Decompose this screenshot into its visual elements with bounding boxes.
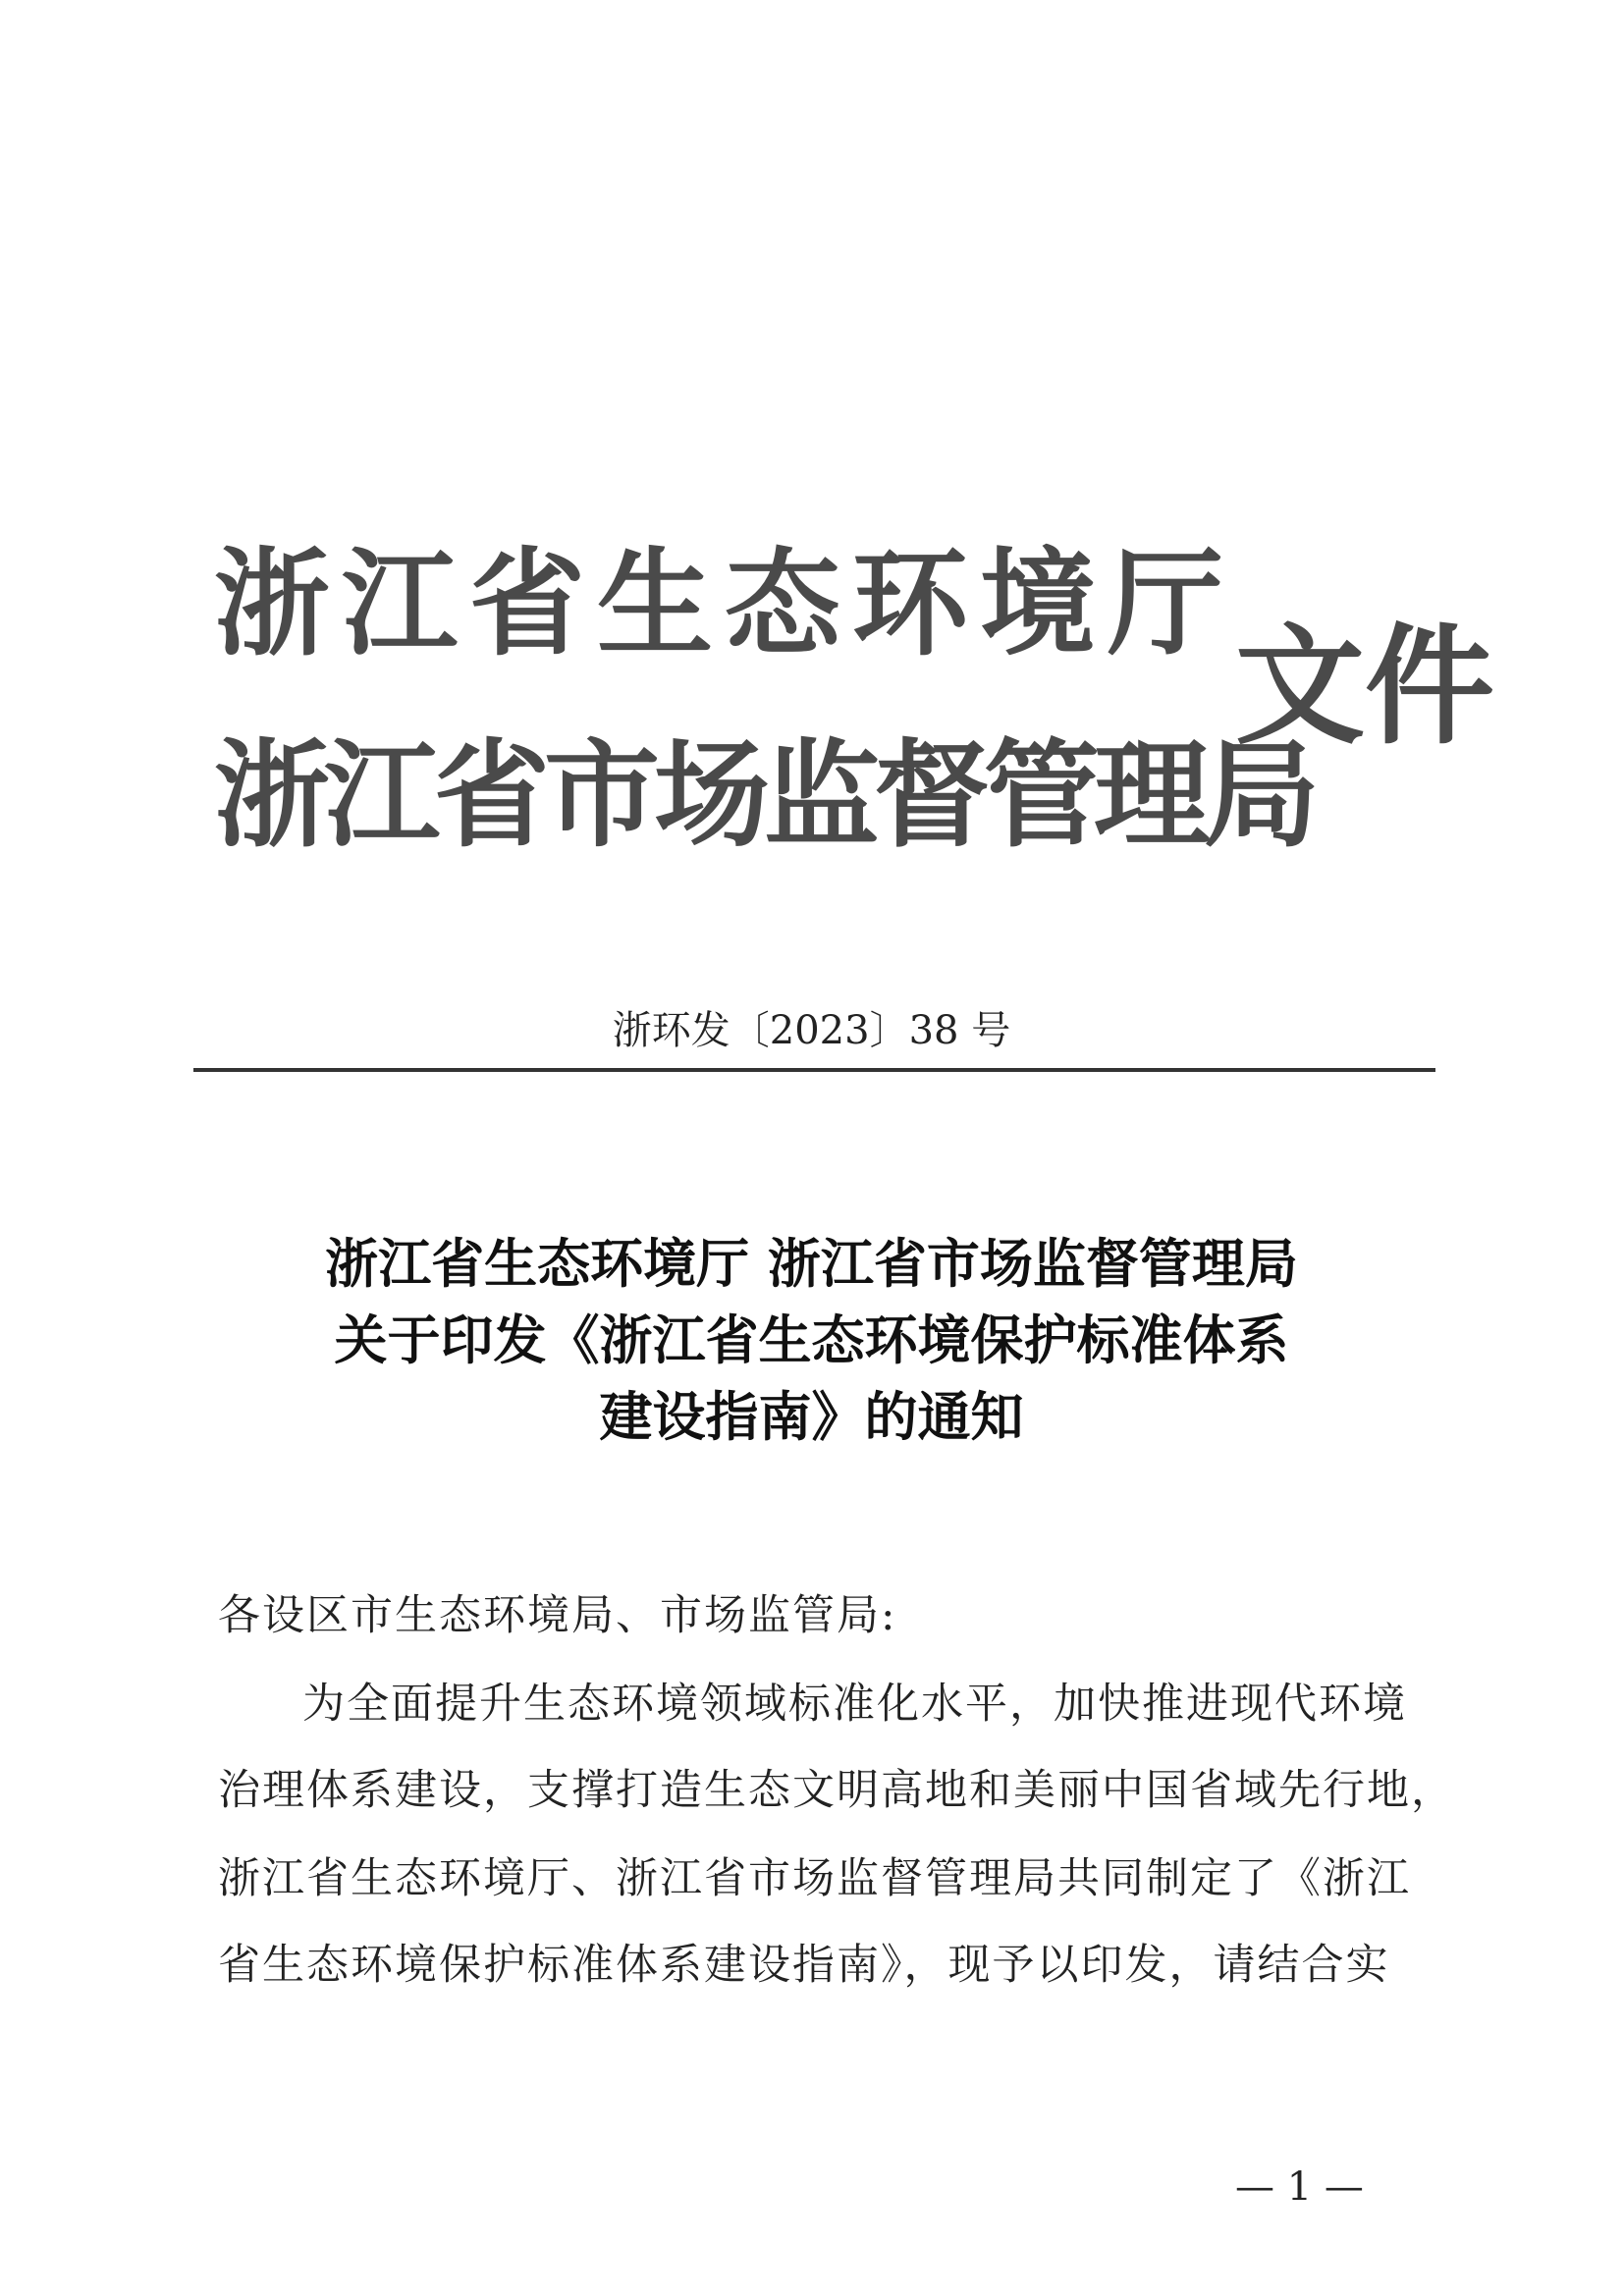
title-line: 关于印发《浙江省生态环境保护标准体系 xyxy=(334,1308,1289,1371)
salutation: 各设区市生态环境局、市场监管局: xyxy=(218,1591,897,1640)
document-number: 浙环发〔2023〕38 号 xyxy=(612,1008,1011,1053)
body-line: 为全面提升生态环境领域标准化水平，加快推进现代环境 xyxy=(302,1680,1407,1729)
issuer-name-ecology: 浙江省生态环境厅 xyxy=(214,536,1236,671)
issuer-suffix: 文件 xyxy=(1235,612,1494,763)
title-line: 浙江省生态环境厅 浙江省市场监督管理局 xyxy=(325,1232,1298,1295)
header-divider xyxy=(193,1068,1435,1072)
body-line: 治理体系建设，支撑打造生态文明高地和美丽中国省域先行地， xyxy=(218,1766,1455,1815)
body-line: 浙江省生态环境厅、浙江省市场监督管理局共同制定了《浙江 xyxy=(218,1854,1411,1903)
issuer-name-market-regulation: 浙江省市场监督管理局 xyxy=(214,727,1315,863)
document-title xyxy=(0,1225,1623,1455)
title-line: 建设指南》的通知 xyxy=(599,1385,1024,1448)
body-line: 省生态环境保护标准体系建设指南》，现予以印发，请结合实 xyxy=(218,1941,1390,1990)
page-number: — 1 — xyxy=(1235,2164,1364,2210)
